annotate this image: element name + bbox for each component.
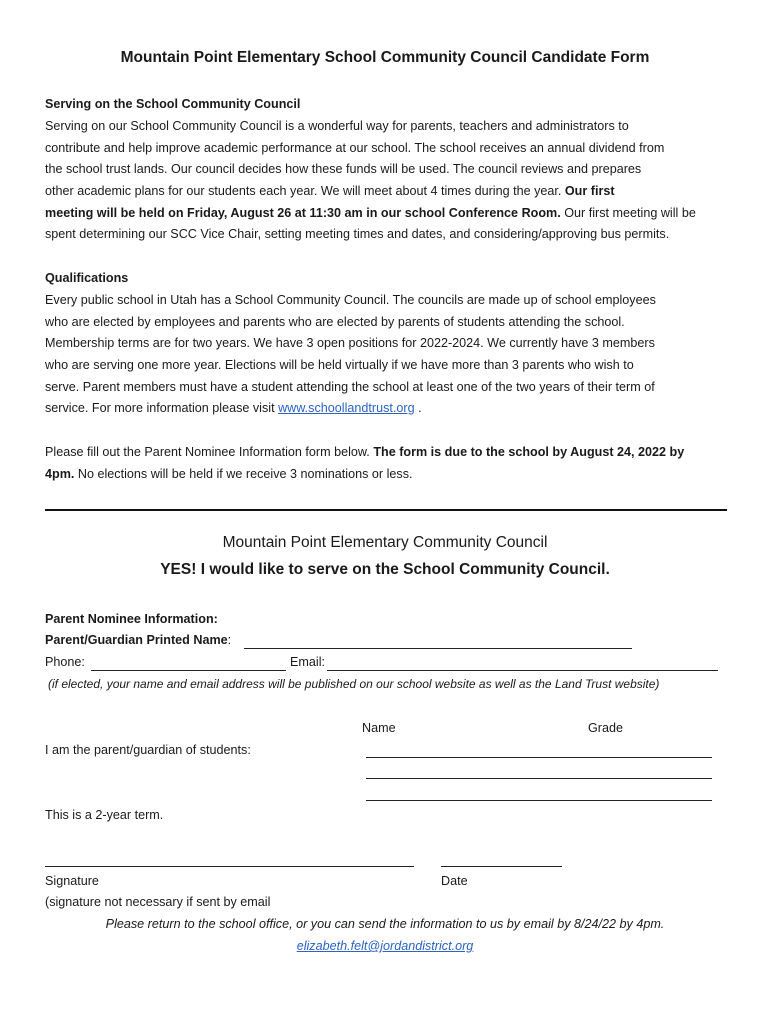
- nominee-heading: Parent Nominee Information:: [45, 612, 218, 626]
- signature-label: Signature: [45, 874, 99, 888]
- return-note: Please return to the school office, or you can send the information to us by email by 8/24/22 by 4pm.: [105, 917, 665, 931]
- email-field[interactable]: [327, 670, 718, 671]
- phone-label: Phone:: [45, 655, 85, 669]
- qual-line-1: Every public school in Utah has a School Community Council. The councils are made up of school employees: [45, 293, 656, 307]
- serving-line-6: spent determining our SCC Vice Chair, setting meeting times and dates, and considering/approving bus permits.: [45, 227, 670, 241]
- meeting-date-bold: meeting will be held on Friday, August 26 at 11:30 am in our school Conference Room.: [45, 206, 561, 220]
- fill-out-line-1: [45, 442, 684, 464]
- serving-line-5-text: Our first meeting will be: [560, 206, 696, 220]
- due-time-bold: 4pm.: [45, 467, 75, 481]
- qual-line-2: who are elected by employees and parents who are elected by parents of students attending the school.: [45, 315, 625, 329]
- fill-out-text-2: No elections will be held if we receive 3 nominations or less.: [74, 467, 413, 481]
- section-divider: [45, 509, 727, 511]
- yes-serve-line: YES! I would like to serve on the School Community Council.: [160, 561, 610, 578]
- signature-note: (signature not necessary if sent by email: [45, 895, 271, 909]
- fill-out-text: Please fill out the Parent Nominee Information form below.: [45, 445, 374, 459]
- serving-line-4: [45, 181, 615, 203]
- name-field[interactable]: [244, 648, 632, 649]
- qual-line-4: who are serving one more year. Elections will be held virtually if we have more than 3 parents who wish to: [45, 358, 634, 372]
- signature-field[interactable]: [45, 866, 414, 867]
- date-field[interactable]: [441, 866, 562, 867]
- qual-line-6-after: .: [414, 401, 422, 415]
- name-label: Parent/Guardian Printed Name: [45, 633, 228, 647]
- serving-line-5: [45, 203, 696, 225]
- qualifications-heading: Qualifications: [45, 271, 129, 285]
- student-field-3[interactable]: [366, 800, 712, 801]
- qual-line-6: [45, 398, 422, 420]
- email-label: Email:: [290, 655, 325, 669]
- qual-line-3: Membership terms are for two years. We have 3 open positions for 2022-2024. We currently have 3 members: [45, 336, 655, 350]
- due-date-bold: The form is due to the school by August 24, 2022 by: [373, 445, 685, 459]
- student-field-2[interactable]: [366, 778, 712, 779]
- email-link[interactable]: elizabeth.felt@jordandistrict.org: [296, 939, 474, 953]
- schoollandtrust-link[interactable]: www.schoollandtrust.org: [278, 401, 415, 415]
- qual-line-5: serve. Parent members must have a student attending the school at least one of the two years of their term of: [45, 380, 655, 394]
- fill-out-line-2: [45, 464, 413, 486]
- students-label: I am the parent/guardian of students:: [45, 743, 251, 757]
- council-name: Mountain Point Elementary Community Council: [222, 534, 548, 551]
- qual-line-6-text: service. For more information please visit: [45, 401, 279, 415]
- first-meeting-bold: Our first: [564, 184, 615, 198]
- serving-heading: Serving on the School Community Council: [45, 97, 301, 111]
- serving-line-4-text: other academic plans for our students each year. We will meet about 4 times during the year.: [45, 184, 565, 198]
- column-grade: Grade: [588, 721, 624, 735]
- name-colon: :: [227, 633, 232, 647]
- name-row: [45, 630, 231, 652]
- serving-line-2: contribute and help improve academic performance at our school. The school receives an annual dividend from: [45, 141, 665, 155]
- publish-note: (if elected, your name and email address will be published on our school website as well as the Land Trust website): [48, 677, 660, 691]
- column-name: Name: [362, 721, 396, 735]
- serving-line-3: the school trust lands. Our council decides how these funds will be used. The council reviews and prepares: [45, 162, 642, 176]
- serving-line-1: Serving on our School Community Council is a wonderful way for parents, teachers and administrators to: [45, 119, 629, 133]
- phone-field[interactable]: [91, 670, 286, 671]
- student-field-1[interactable]: [366, 757, 712, 758]
- term-note: This is a 2-year term.: [45, 808, 164, 822]
- email-link-row: [0, 936, 770, 958]
- date-label: Date: [441, 874, 468, 888]
- page-title: Mountain Point Elementary School Community Council Candidate Form: [120, 49, 650, 66]
